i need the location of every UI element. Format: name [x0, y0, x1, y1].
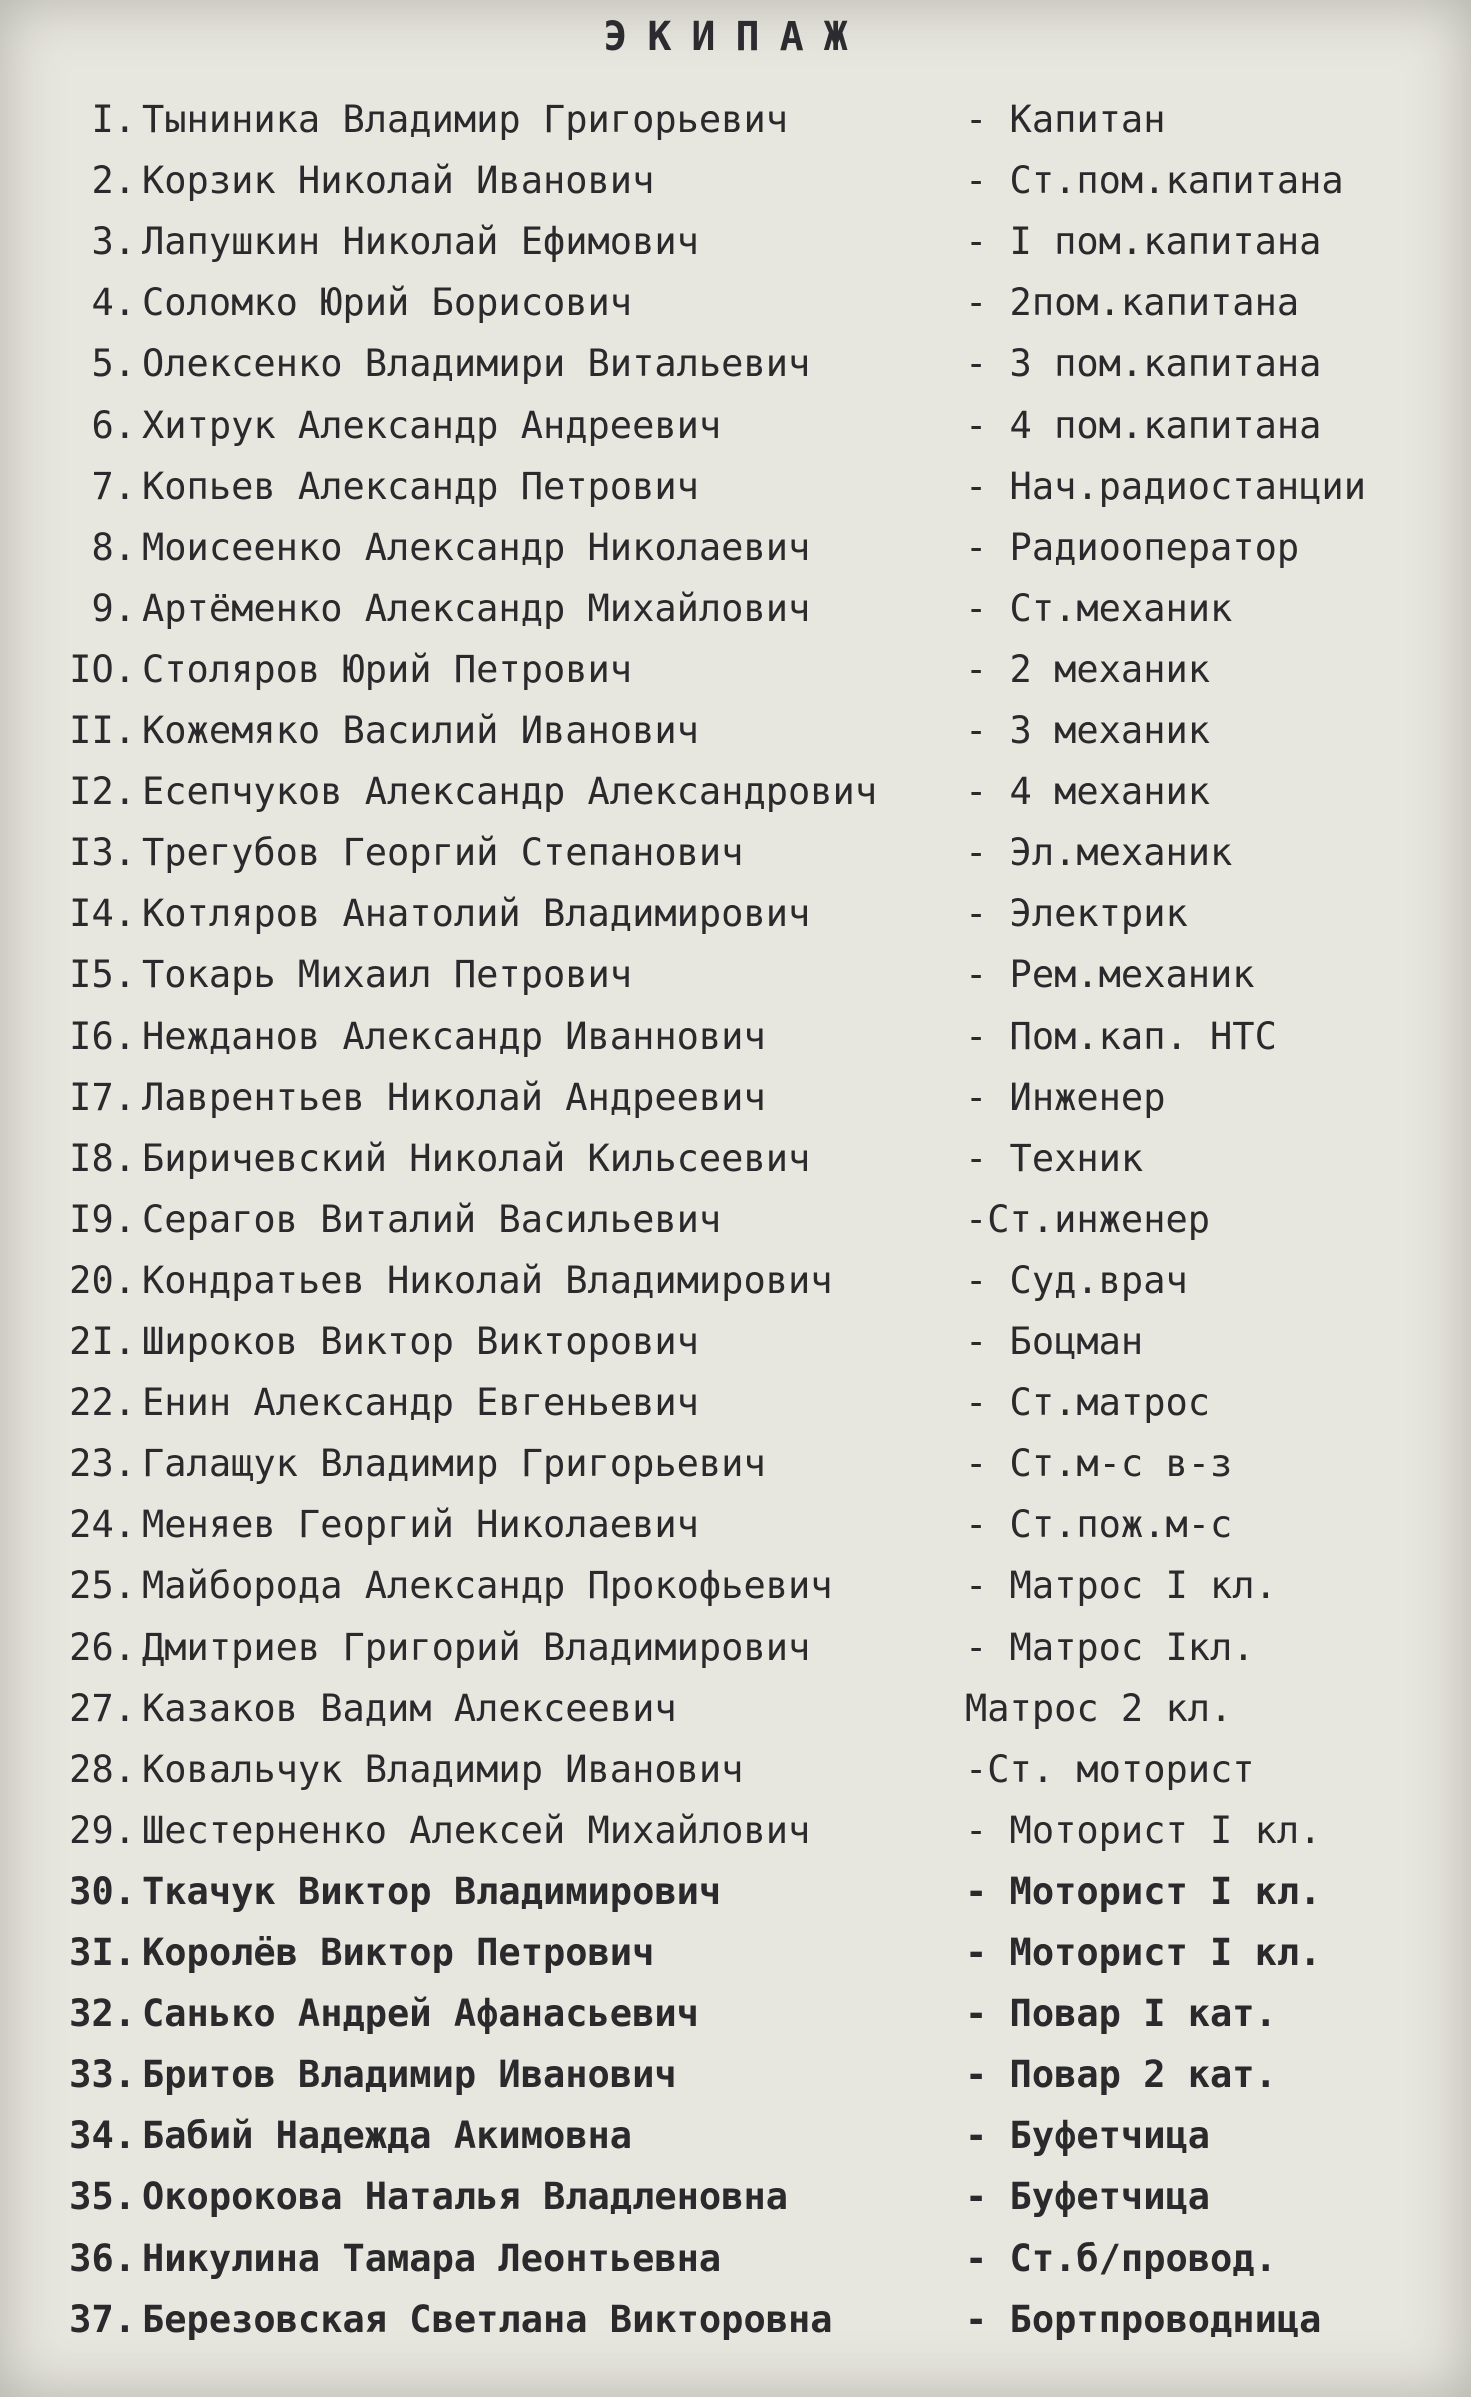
crew-number: 2.: [91, 159, 136, 203]
crew-name: Бабий Надежда Акимовна: [142, 2114, 633, 2158]
crew-row: [0, 2169, 1471, 2225]
crew-row: [0, 1864, 1471, 1920]
crew-row: [0, 398, 1471, 454]
crew-number: I4.: [69, 892, 136, 936]
crew-role: - Буфетчица: [965, 2175, 1211, 2219]
crew-row: [0, 1192, 1471, 1248]
crew-role: - Ст.б/провод.: [965, 2236, 1277, 2280]
crew-row: [0, 825, 1471, 881]
crew-role: - Повар 2 кат.: [965, 2053, 1277, 2097]
crew-role: - Рем.механик: [965, 953, 1255, 997]
crew-row: [0, 1803, 1471, 1859]
crew-row: [0, 764, 1471, 820]
crew-role: - Радиооператор: [965, 525, 1300, 569]
crew-role: - I пом.капитана: [965, 220, 1322, 264]
crew-name: Березовская Светлана Викторовна: [142, 2297, 833, 2341]
crew-name: Лаврентьев Николай Андреевич: [142, 1075, 766, 1119]
crew-name: Бритов Владимир Иванович: [142, 2053, 677, 2097]
crew-row: [0, 1131, 1471, 1187]
crew-number: 4.: [91, 281, 136, 325]
crew-number: 36.: [69, 2236, 136, 2280]
crew-role: - Нач.радиостанции: [965, 464, 1366, 508]
crew-name: Соломко Юрий Борисович: [142, 281, 633, 325]
crew-number: 25.: [69, 1564, 136, 1608]
crew-number: 34.: [69, 2114, 136, 2158]
crew-number: 5.: [91, 342, 136, 386]
crew-number: 22.: [69, 1381, 136, 1425]
crew-row: [0, 92, 1471, 148]
crew-name: Санько Андрей Афанасьевич: [142, 1992, 699, 2036]
crew-role: Матрос 2 кл.: [965, 1686, 1233, 1730]
crew-name: Есепчуков Александр Александрович: [142, 770, 878, 814]
crew-name: Токарь Михаил Петрович: [142, 953, 633, 997]
crew-row: [0, 336, 1471, 392]
crew-number: 2I.: [69, 1320, 136, 1363]
crew-row: [0, 1497, 1471, 1553]
crew-name: Галащук Владимир Григорьевич: [142, 1442, 766, 1486]
crew-name: Олексенко Владимири Витальевич: [142, 342, 811, 386]
crew-name: Биричевский Николай Кильсеевич: [142, 1136, 811, 1180]
crew-number: 3I.: [69, 1931, 136, 1974]
crew-number: II.: [69, 709, 136, 752]
crew-role: - Бортпроводница: [965, 2297, 1322, 2341]
crew-number: 3.: [91, 220, 136, 264]
crew-number: 33.: [69, 2053, 136, 2097]
crew-row: [0, 1742, 1471, 1798]
crew-name: Шестерненко Алексей Михайлович: [142, 1808, 811, 1852]
crew-number: 37.: [69, 2297, 136, 2341]
crew-role: - Суд.врач: [965, 1258, 1188, 1302]
crew-name: Дмитриев Григорий Владимирович: [142, 1625, 811, 1669]
crew-row: [0, 1436, 1471, 1492]
crew-name: Майборода Александр Прокофьевич: [142, 1564, 833, 1608]
crew-row: [0, 459, 1471, 515]
crew-row: [0, 703, 1471, 759]
crew-name: Корзик Николай Иванович: [142, 159, 655, 203]
crew-number: 28.: [69, 1747, 136, 1791]
crew-role: - Матрос I кл.: [965, 1564, 1277, 1608]
crew-number: 9.: [91, 586, 136, 630]
crew-name: Казаков Вадим Алексеевич: [142, 1686, 677, 1730]
crew-role: - Боцман: [965, 1320, 1144, 1363]
crew-row: [0, 581, 1471, 637]
crew-number: 6.: [91, 403, 136, 447]
crew-role: - Ст.механик: [965, 586, 1233, 630]
crew-role: -Ст. моторист: [965, 1747, 1255, 1791]
crew-name: Ткачук Виктор Владимирович: [142, 1869, 722, 1913]
crew-name: Тыниника Владимир Григорьевич: [142, 98, 789, 141]
crew-name: Серагов Виталий Васильевич: [142, 1197, 722, 1241]
crew-name: Моисеенко Александр Николаевич: [142, 525, 811, 569]
crew-number: 29.: [69, 1808, 136, 1852]
crew-number: 24.: [69, 1503, 136, 1547]
crew-row: [0, 642, 1471, 698]
crew-row: [0, 2231, 1471, 2287]
crew-row: [0, 1620, 1471, 1676]
crew-row: [0, 886, 1471, 942]
crew-row: [0, 520, 1471, 576]
crew-role: - 3 пом.капитана: [965, 342, 1322, 386]
crew-number: 27.: [69, 1686, 136, 1730]
crew-role: - Инженер: [965, 1075, 1166, 1119]
crew-name: Столяров Юрий Петрович: [142, 647, 633, 691]
crew-role: -Ст.инженер: [965, 1197, 1211, 1241]
crew-role: - Капитан: [965, 98, 1166, 141]
crew-name: Меняев Георгий Николаевич: [142, 1503, 699, 1547]
crew-number: 30.: [69, 1869, 136, 1913]
crew-row: [0, 1253, 1471, 1309]
crew-role: - Моторист I кл.: [965, 1869, 1322, 1913]
crew-row: [0, 2047, 1471, 2103]
crew-row: [0, 1925, 1471, 1981]
crew-name: Артёменко Александр Михайлович: [142, 586, 811, 630]
document-title: ЭКИПАЖ: [603, 14, 868, 60]
crew-role: - 4 механик: [965, 770, 1211, 814]
crew-role: - 3 механик: [965, 709, 1211, 752]
crew-name: Кожемяко Василий Иванович: [142, 709, 699, 752]
crew-row: [0, 214, 1471, 270]
crew-role: - Повар I кат.: [965, 1992, 1277, 2036]
crew-role: - Ст.матрос: [965, 1381, 1211, 1425]
crew-row: [0, 1558, 1471, 1614]
crew-row: [0, 947, 1471, 1003]
crew-number: 8.: [91, 525, 136, 569]
crew-name: Трегубов Георгий Степанович: [142, 831, 744, 875]
crew-row: [0, 153, 1471, 209]
crew-row: [0, 1314, 1471, 1370]
crew-number: 7.: [91, 464, 136, 508]
crew-name: Кондратьев Николай Владимирович: [142, 1258, 833, 1302]
crew-role: - Ст.м-с в-з: [965, 1442, 1233, 1486]
crew-role: - Ст.пом.капитана: [965, 159, 1344, 203]
crew-role: - Эл.механик: [965, 831, 1233, 875]
crew-name: Ковальчук Владимир Иванович: [142, 1747, 744, 1791]
crew-number: I5.: [69, 953, 136, 997]
crew-role: - Буфетчица: [965, 2114, 1211, 2158]
crew-number: I6.: [69, 1014, 136, 1058]
crew-role: - Матрос Iкл.: [965, 1625, 1255, 1669]
crew-name: Широков Виктор Викторович: [142, 1320, 699, 1363]
crew-number: 35.: [69, 2175, 136, 2219]
crew-name: Копьев Александр Петрович: [142, 464, 699, 508]
crew-number: I8.: [69, 1136, 136, 1180]
crew-role: - Пом.кап. НТС: [965, 1014, 1277, 1058]
crew-row: [0, 1375, 1471, 1431]
crew-role: - 2 механик: [965, 647, 1211, 691]
crew-name: Никулина Тамара Леонтьевна: [142, 2236, 722, 2280]
crew-number: IO.: [69, 647, 136, 691]
crew-role: - 4 пом.капитана: [965, 403, 1322, 447]
crew-name: Окорокова Наталья Владленовна: [142, 2175, 789, 2219]
crew-row: [0, 2292, 1471, 2348]
crew-row: [0, 1009, 1471, 1065]
crew-name: Котляров Анатолий Владимирович: [142, 892, 811, 936]
crew-number: 23.: [69, 1442, 136, 1486]
crew-number: I2.: [69, 770, 136, 814]
crew-role: - Моторист I кл.: [965, 1808, 1322, 1852]
crew-row: [0, 275, 1471, 331]
crew-role: - Моторист I кл.: [965, 1931, 1322, 1974]
crew-row: [0, 1986, 1471, 2042]
crew-name: Лапушкин Николай Ефимович: [142, 220, 699, 264]
crew-role: - Электрик: [965, 892, 1188, 936]
crew-number: 26.: [69, 1625, 136, 1669]
crew-name: Енин Александр Евгеньевич: [142, 1381, 699, 1425]
crew-number: I.: [91, 98, 136, 141]
crew-row: [0, 1681, 1471, 1737]
crew-number: 32.: [69, 1992, 136, 2036]
crew-row: [0, 1070, 1471, 1126]
crew-row: [0, 2108, 1471, 2164]
crew-number: 20.: [69, 1258, 136, 1302]
crew-name: Хитрук Александр Андреевич: [142, 403, 722, 447]
crew-number: I3.: [69, 831, 136, 875]
crew-name: Нежданов Александр Иваннович: [142, 1014, 766, 1058]
crew-role: - 2пом.капитана: [965, 281, 1300, 325]
crew-number: I7.: [69, 1075, 136, 1119]
crew-number: I9.: [69, 1197, 136, 1241]
crew-role: - Ст.пож.м-с: [965, 1503, 1233, 1547]
crew-name: Королёв Виктор Петрович: [142, 1931, 655, 1974]
crew-role: - Техник: [965, 1136, 1144, 1180]
